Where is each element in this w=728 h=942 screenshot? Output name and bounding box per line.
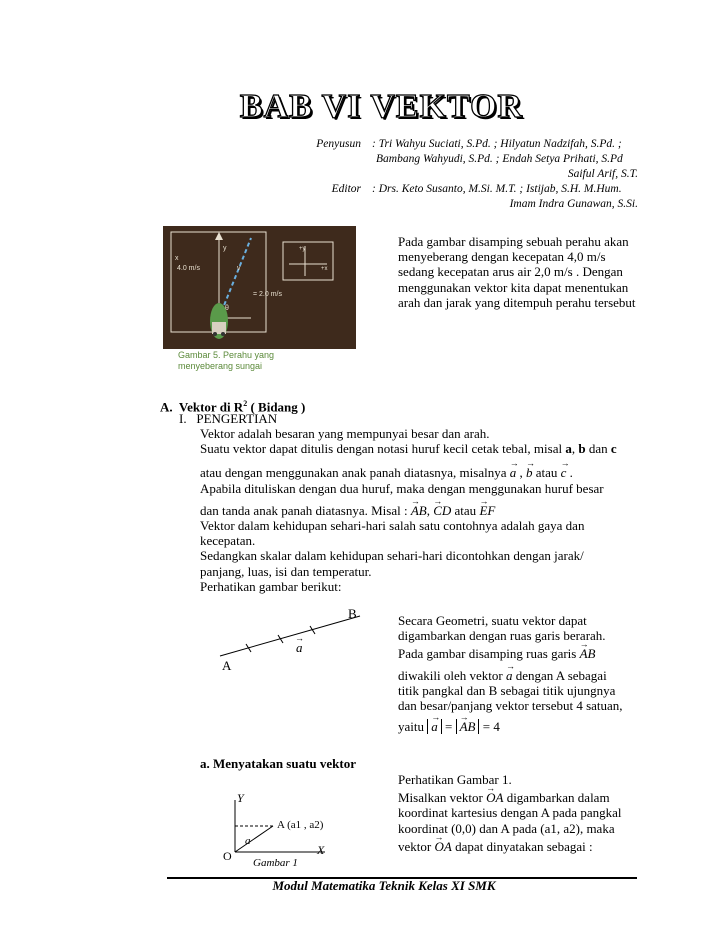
body-line: [200, 465, 660, 480]
section-sup: 2: [243, 399, 248, 408]
body-line: titik pangkal dan B sebagai titik ujungnya: [398, 682, 616, 698]
editor-line-2: Imam Indra Gunawan, S.Si.: [509, 198, 638, 210]
subsection-title: PENGERTIAN: [196, 411, 278, 426]
vector-ab-diagram: [210, 606, 380, 676]
magnitude-a: [427, 719, 442, 734]
gambar-1-diagram: [215, 786, 375, 872]
point-a-label: A: [222, 658, 232, 673]
body-line: dan besar/panjang vektor tersebut 4 satuan,: [398, 698, 623, 714]
body-line: kecepatan.: [200, 533, 256, 549]
body-line: Vektor dalam kehidupan sehari-hari salah satu contohnya adalah gaya dan: [200, 518, 585, 534]
figure-5-caption: [178, 350, 274, 372]
body-line: [398, 839, 658, 854]
text: atau dengan menggunakan anak panah diatasnya, misalnya: [200, 465, 510, 481]
description-line: sedang kecepatan arus air 2,0 m/s . Dengan: [398, 264, 623, 280]
section-letter: A.: [160, 399, 173, 415]
subsection-num: I.: [179, 411, 187, 426]
vec-a: → a: [431, 719, 438, 734]
fig-label-speed-x: = 2.0 m/s: [253, 291, 282, 298]
body-line: Sedangkan skalar dalam kehidupan sehari-hari dicontohkan dengan jarak/: [200, 548, 584, 564]
body-line: koordinat kartesius dengan A pada pangkal: [398, 805, 622, 821]
vec-oa: → OA: [486, 790, 503, 805]
figure-5-description: [398, 234, 658, 310]
body-line: panjang, luas, isi dan temperatur.: [200, 563, 372, 579]
vector-a-label: a: [245, 835, 251, 847]
text: Pada gambar disamping ruas garis: [398, 646, 580, 662]
section-title: Vektor di R: [178, 399, 244, 415]
body-line: koordinat (0,0) dan A pada (a1, a2), maka: [398, 820, 615, 836]
point-a-label: A (a1 , a2): [277, 819, 324, 831]
page-title: BAB VI VEKTOR: [239, 88, 524, 125]
fig-label-x: x: [175, 255, 179, 262]
fig-label-speed-y: 4.0 m/s: [177, 265, 200, 272]
penyusun-line-2: Bambang Wahyudi, S.Pd. ; Endah Setya Prihati, S.Pd: [376, 153, 623, 165]
text: yaitu: [398, 719, 428, 735]
boat-icon: [210, 303, 228, 339]
vec-ab: → AB: [460, 719, 476, 734]
fig-label-theta: θ: [225, 305, 229, 312]
vec-oa: → OA: [434, 839, 451, 854]
body-line: [200, 441, 660, 456]
text: =: [441, 719, 456, 735]
body-line: [200, 503, 660, 518]
fig-label-y: y: [223, 245, 227, 252]
body-line: [398, 646, 658, 661]
body-line: [398, 719, 658, 734]
vector-a-label: a: [296, 640, 303, 655]
point-b-label: B: [348, 606, 357, 621]
text: ,: [516, 465, 526, 481]
vec-ab: → AB: [580, 646, 596, 661]
text: Suatu vektor dapat ditulis dengan notasi huruf kecil cetak tebal, misal: [200, 441, 566, 457]
bold-c: c: [610, 441, 617, 457]
text: dengan A sebagai: [512, 667, 607, 683]
text: atau: [451, 502, 480, 518]
gambar-1-caption: Gambar 1: [253, 857, 298, 869]
fig-axis-x: +x: [321, 266, 328, 272]
body-line: [398, 790, 658, 805]
body-line: Apabila dituliskan dengan dua huruf, maka dengan menggunakan huruf besar: [200, 480, 604, 496]
text: dan: [585, 441, 611, 457]
text: diwakili oleh vektor: [398, 667, 506, 683]
magnitude-ab: [456, 719, 480, 734]
text: ,: [571, 441, 579, 457]
description-line: Pada gambar disamping sebuah perahu akan: [398, 234, 629, 249]
penyusun-line-1: : Tri Wahyu Suciati, S.Pd. ; Hilyatun Nadzifah, S.Pd. ;: [372, 138, 622, 150]
fig-label-v: v: [237, 265, 241, 272]
body-line: Vektor adalah besaran yang mempunyai besar dan arah.: [200, 426, 490, 441]
caption-line-1: Gambar 5. Perahu yang: [178, 350, 275, 360]
description-line: menggunakan vektor kita dapat menentukan: [398, 279, 629, 295]
editor-line-1: : Drs. Keto Susanto, M.Si. M.T. ; Istijab, S.H. M.Hum.: [372, 183, 622, 195]
body-line: digambarkan dengan ruas garis berarah.: [398, 628, 606, 644]
vec-a: → a: [510, 465, 517, 480]
body-line: Perhatikan gambar berikut:: [200, 578, 342, 594]
text: dapat dinyatakan sebagai :: [451, 838, 593, 854]
text: vektor: [398, 838, 435, 854]
text: Misalkan vektor: [398, 790, 487, 806]
text: dan tanda anak panah diatasnya. Misal :: [200, 502, 411, 518]
body-line: [398, 668, 658, 683]
axis-x-label: X: [317, 843, 325, 857]
body-line: Perhatikan Gambar 1.: [398, 772, 512, 787]
section-title-tail: ( Bidang ): [247, 399, 306, 415]
boat-figure: [163, 226, 356, 349]
description-line: arah dan jarak yang ditempuh perahu tersebut: [398, 294, 636, 310]
editor-label: Editor: [331, 183, 361, 195]
text: ,: [426, 502, 434, 518]
vec-ef: → EF: [479, 503, 495, 518]
vec-c: → c: [561, 465, 567, 480]
subsection-a-heading: a. Menyatakan suatu vektor: [200, 756, 357, 771]
boat-diagram: [163, 226, 356, 349]
text: atau: [532, 465, 561, 481]
origin-label: O: [223, 849, 232, 863]
footer-text: Modul Matematika Teknik Kelas XI SMK: [272, 878, 496, 893]
body-line: Secara Geometri, suatu vektor dapat: [398, 613, 587, 628]
vec-cd: → CD: [433, 503, 451, 518]
penyusun-label: Penyusun: [316, 138, 361, 150]
caption-line-2: menyeberang sungai: [178, 361, 263, 371]
text: = 4: [479, 719, 500, 735]
vec-a: → a: [506, 668, 513, 683]
bold-b: b: [578, 441, 586, 457]
text: digambarkan dalam: [503, 790, 610, 806]
description-line: menyeberang dengan kecepatan 4,0 m/s: [398, 249, 606, 265]
penyusun-line-3: Saiful Arif, S.T.: [567, 168, 638, 180]
vec-ab: → AB: [411, 503, 427, 518]
pengertian-body: [200, 426, 660, 594]
text: .: [566, 465, 573, 481]
menyatakan-text: [398, 772, 658, 854]
arrow-icon: →: [295, 633, 304, 643]
axis-y-label: Y: [237, 791, 244, 805]
subsection-i-heading: [179, 411, 277, 426]
fig-axis-y: +y: [299, 246, 306, 252]
vec-b: → b: [526, 465, 533, 480]
geometri-text: [398, 613, 658, 734]
bold-a: a: [565, 441, 572, 457]
